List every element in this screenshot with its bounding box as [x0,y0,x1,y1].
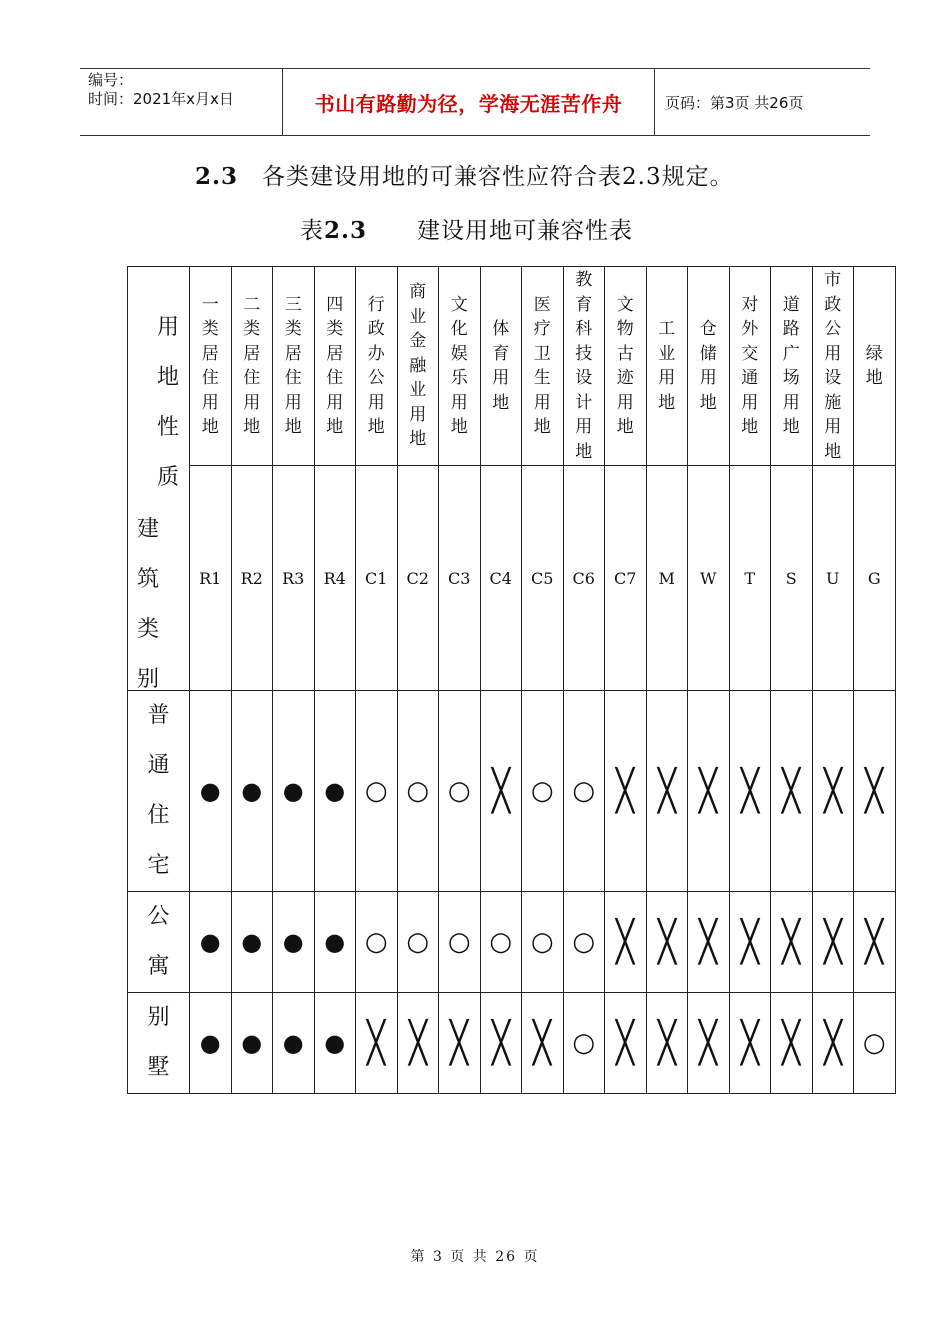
column-name-text: 商业金融业用地 [409,282,427,450]
compatibility-cell [812,993,854,1094]
column-code: C7 [605,466,647,691]
column-header-name [356,267,398,466]
clause-text: 各类建设用地的可兼容性应符合表2.3规定。 [262,164,734,190]
compatibility-cell [812,691,854,892]
column-code: R2 [231,466,273,691]
compatibility-cell [646,691,688,892]
column-name-text: 文化娱乐用地 [450,294,468,438]
header-motto: 书山有路勤为径，学海无涯苦作舟 [314,91,623,116]
column-name-text: 市政公用设施用地 [824,270,842,462]
compatibility-cell [522,892,564,993]
table-title-text: 建设用地可兼容性表 [417,218,634,244]
column-header-name [480,267,522,466]
compatibility-symbol: ○ [530,776,554,806]
column-header-name [190,267,232,466]
compatibility-cell [771,892,813,993]
time-label: 时间：2021年x月x日 [88,90,234,108]
column-header-name [231,267,273,466]
compatibility-cell [480,691,522,892]
compatibility-symbol: ● [324,928,346,956]
compatibility-symbol: ● [241,777,263,805]
clause-number: 2.3 [195,163,239,190]
column-header-name [605,267,647,466]
page-header [80,68,870,136]
compatibility-symbol: ╳ [657,768,676,814]
table-number-value: 2.3 [324,217,368,244]
compatibility-symbol: ● [282,1029,304,1057]
compatibility-cell [190,691,232,892]
compatibility-symbol: ╳ [740,768,759,814]
compatibility-cell [729,993,771,1094]
compatibility-symbol: ╳ [616,919,635,965]
column-header-name [729,267,771,466]
table-prefix: 表 [300,218,324,244]
column-code: R3 [273,466,315,691]
column-name-text: 二类居住用地 [243,294,261,438]
compatibility-cell [231,691,273,892]
compatibility-cell [688,892,730,993]
compatibility-symbol: ○ [406,776,430,806]
compatibility-cell [812,892,854,993]
compatibility-symbol: ● [324,777,346,805]
row-label-text: 普通住宅 [147,703,170,878]
compatibility-symbol: ╳ [408,1020,427,1066]
compatibility-cell [688,993,730,1094]
table-row [128,691,896,892]
column-name-text: 绿地 [865,343,883,389]
compatibility-symbol: ● [282,928,304,956]
page-footer: 第 3 页 共 26 页 [410,1249,540,1265]
compatibility-symbol: ○ [862,1028,886,1058]
column-name-text: 文物古迹用地 [616,294,634,438]
column-header-name [688,267,730,466]
compatibility-symbol: ○ [572,927,596,957]
compatibility-symbol: ● [199,777,221,805]
row-label-text: 公寓 [147,904,170,979]
compatibility-symbol: ○ [364,927,388,957]
column-code: C5 [522,466,564,691]
compatibility-symbol: ● [324,1029,346,1057]
compatibility-cell [439,691,481,892]
compatibility-symbol: ╳ [740,919,759,965]
compatibility-cell [314,691,356,892]
column-header-name [522,267,564,466]
header-motto-cell [283,69,655,135]
compatibility-symbol: ○ [447,776,471,806]
compatibility-cell [439,892,481,993]
compatibility-cell [439,993,481,1094]
compatibility-symbol: ● [199,1029,221,1057]
column-header-name [314,267,356,466]
compatibility-cell [397,892,439,993]
column-name-text: 教育科技设计用地 [575,270,593,462]
compatibility-cell [397,993,439,1094]
compatibility-cell [605,892,647,993]
column-name-text: 一类居住用地 [201,294,219,438]
compatibility-cell [563,993,605,1094]
compatibility-cell [771,993,813,1094]
column-code: S [771,466,813,691]
row-label-text: 别墅 [147,1005,170,1080]
compatibility-cell [605,993,647,1094]
compatibility-symbol: ○ [489,927,513,957]
compatibility-cell [771,691,813,892]
compatibility-symbol: ○ [447,927,471,957]
row-label [128,691,190,892]
compatibility-cell [273,892,315,993]
table-number [300,218,367,244]
column-name-text: 体育用地 [492,319,510,413]
compatibility-symbol: ╳ [657,919,676,965]
column-header-name [439,267,481,466]
column-header-name [812,267,854,466]
compatibility-cell [190,892,232,993]
compatibility-cell [854,691,896,892]
column-code: C4 [480,466,522,691]
compatibility-symbol: ╳ [616,1020,635,1066]
column-name-text: 三类居住用地 [284,294,302,438]
column-header-name [771,267,813,466]
column-header-name [397,267,439,466]
column-header-name [273,267,315,466]
compatibility-symbol: ╳ [491,1020,510,1066]
column-name-text: 仓储用地 [699,319,717,413]
compatibility-cell [190,993,232,1094]
compatibility-cell [397,691,439,892]
compatibility-symbol: ╳ [823,919,842,965]
column-code: C1 [356,466,398,691]
column-code: R4 [314,466,356,691]
serial-label: 编号： [88,71,134,89]
compatibility-symbol: ╳ [657,1020,676,1066]
compatibility-symbol: ╳ [782,768,801,814]
compatibility-cell [646,892,688,993]
column-header-name [854,267,896,466]
column-name-text: 行政办公用地 [367,294,385,438]
column-code: C2 [397,466,439,691]
column-name-text: 对外交通用地 [741,294,759,438]
compatibility-cell [563,892,605,993]
compatibility-cell [688,691,730,892]
column-header-name [646,267,688,466]
compatibility-symbol: ╳ [699,1020,718,1066]
compatibility-symbol: ╳ [865,768,884,814]
header-meta [80,69,283,135]
compatibility-cell [314,993,356,1094]
compatibility-cell [273,993,315,1094]
compatibility-cell [231,892,273,993]
compatibility-symbol: ╳ [450,1020,469,1066]
column-name-text: 医疗卫生用地 [533,294,551,438]
column-code: M [646,466,688,691]
column-header-name [563,267,605,466]
column-name-text: 工业用地 [658,319,676,413]
compatibility-cell [231,993,273,1094]
column-code: W [688,466,730,691]
column-code: R1 [190,466,232,691]
compatibility-symbol: ● [282,777,304,805]
column-code: T [729,466,771,691]
compatibility-symbol: ╳ [491,768,510,814]
compatibility-cell [854,993,896,1094]
column-code: U [812,466,854,691]
clause-paragraph [195,158,734,191]
compatibility-cell [563,691,605,892]
compatibility-symbol: ╳ [699,919,718,965]
compatibility-cell [356,993,398,1094]
column-code: C6 [563,466,605,691]
compatibility-symbol: ○ [406,927,430,957]
table-corner-cell [128,267,190,691]
compatibility-symbol: ○ [572,1028,596,1058]
compatibility-cell [273,691,315,892]
compatibility-cell [729,892,771,993]
compatibility-symbol: ╳ [782,919,801,965]
compatibility-symbol: ○ [572,776,596,806]
compatibility-symbol: ╳ [740,1020,759,1066]
compatibility-cell [480,892,522,993]
table-title [300,212,633,245]
corner-building-type-label: 建筑类别 [136,517,159,692]
compatibility-symbol: ╳ [823,1020,842,1066]
compatibility-symbol: ○ [364,776,388,806]
compatibility-symbol: ● [241,1029,263,1057]
column-code: C3 [439,466,481,691]
compatibility-symbol: ╳ [616,768,635,814]
compatibility-cell [480,993,522,1094]
header-page-info: 页码：第3页 共26页 [665,93,804,112]
compatibility-symbol: ╳ [367,1020,386,1066]
compatibility-symbol: ╳ [533,1020,552,1066]
compatibility-cell [356,691,398,892]
compatibility-symbol: ╳ [823,768,842,814]
compatibility-symbol: ○ [530,927,554,957]
compatibility-cell [646,993,688,1094]
table-row [128,993,896,1094]
compatibility-table [127,266,896,1094]
compatibility-cell [314,892,356,993]
compatibility-symbol: ╳ [699,768,718,814]
compatibility-cell [605,691,647,892]
compatibility-symbol: ● [199,928,221,956]
column-code: G [854,466,896,691]
column-name-text: 四类居住用地 [326,294,344,438]
row-label [128,993,190,1094]
compatibility-cell [522,691,564,892]
corner-land-use-label: 用地性质 [156,315,179,490]
compatibility-symbol: ● [241,928,263,956]
compatibility-symbol: ╳ [865,919,884,965]
compatibility-cell [522,993,564,1094]
compatibility-cell [729,691,771,892]
column-name-text: 道路广场用地 [782,294,800,438]
row-label [128,892,190,993]
table-row [128,892,896,993]
compatibility-cell [854,892,896,993]
compatibility-cell [356,892,398,993]
compatibility-symbol: ╳ [782,1020,801,1066]
